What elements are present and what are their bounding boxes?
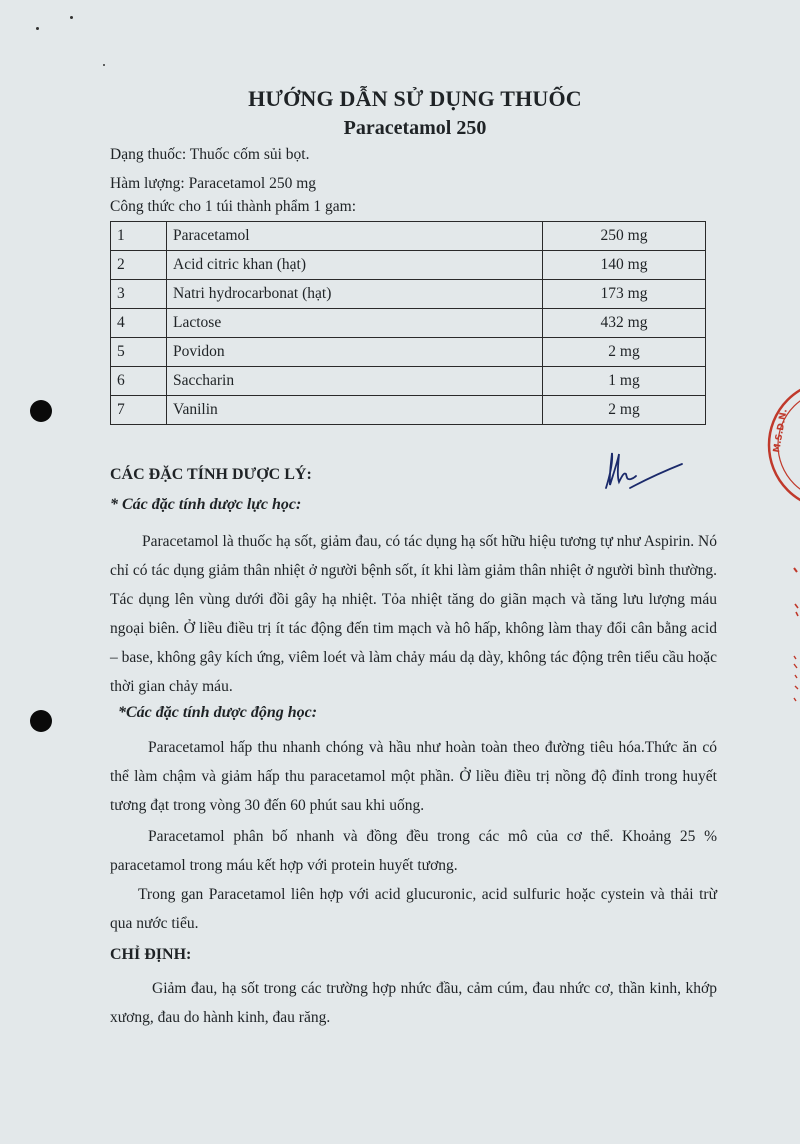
scan-speck	[103, 64, 105, 66]
ingredient-amount: 250 mg	[543, 222, 706, 251]
ingredient-name: Saccharin	[167, 367, 543, 396]
ingredient-amount: 1 mg	[543, 367, 706, 396]
row-number: 2	[111, 251, 167, 280]
dosage-form: Dạng thuốc: Thuốc cốm sủi bọt.	[110, 146, 310, 163]
pharmacodynamics-heading: * Các đặc tính dược lực học:	[110, 496, 302, 513]
seal-stamp	[765, 375, 800, 515]
row-number: 4	[111, 309, 167, 338]
row-number: 5	[111, 338, 167, 367]
pharmacokinetics-paragraph: Paracetamol hấp thu nhanh chóng và hầu như hoàn toàn theo đường tiêu hóa.Thức ăn có thể làm chậm và giảm hấp thu paracetamol một phần. Ở liều điều trị nồng độ đỉnh trong huyết tương đạt trong vòng 30 đến 60 phút sau khi uống.	[110, 739, 717, 814]
document-title: HƯỚNG DẪN SỬ DỤNG THUỐC	[248, 86, 582, 111]
ingredient-amount: 2 mg	[543, 396, 706, 425]
ingredient-name: Lactose	[167, 309, 543, 338]
ingredient-name: Natri hydrocarbonat (hạt)	[167, 280, 543, 309]
ingredient-amount: 432 mg	[543, 309, 706, 338]
row-number: 6	[111, 367, 167, 396]
row-number: 3	[111, 280, 167, 309]
signature	[600, 450, 690, 495]
ingredient-amount: 2 mg	[543, 338, 706, 367]
table-row	[111, 367, 706, 396]
metabolism-paragraph: Trong gan Paracetamol liên hợp với acid glucuronic, acid sulfuric hoặc cystein và thải trừ qua nước tiểu.	[110, 886, 717, 932]
pharmacology-heading: CÁC ĐẶC TÍNH DƯỢC LÝ:	[110, 466, 312, 483]
scan-speck	[36, 27, 39, 30]
indications-text: Giảm đau, hạ sốt trong các trường hợp nhức đầu, cảm cúm, đau nhức cơ, thần kinh, khớp xương, đau do hành kinh, đau răng.	[110, 980, 717, 1026]
punch-hole	[30, 400, 52, 422]
indications-heading: CHỈ ĐỊNH:	[110, 946, 192, 963]
table-row	[111, 396, 706, 425]
ingredient-name: Paracetamol	[167, 222, 543, 251]
pharmacokinetics-heading: *Các đặc tính dược động học:	[118, 704, 318, 721]
row-number: 7	[111, 396, 167, 425]
ingredient-amount: 173 mg	[543, 280, 706, 309]
row-number: 1	[111, 222, 167, 251]
seal-fragment	[780, 560, 800, 710]
scan-speck	[70, 16, 73, 19]
formula-table	[110, 221, 706, 425]
table-row	[111, 338, 706, 367]
ingredient-name: Vanilin	[167, 396, 543, 425]
document-subtitle: Paracetamol 250	[343, 117, 487, 139]
ingredient-name: Acid citric khan (hạt)	[167, 251, 543, 280]
formula-intro: Công thức cho 1 túi thành phẩm 1 gam:	[110, 198, 357, 215]
table-row	[111, 222, 706, 251]
table-row	[111, 280, 706, 309]
punch-hole	[30, 710, 52, 732]
seal-text: M.S.D.N.	[772, 408, 790, 454]
distribution-paragraph: Paracetamol phân bố nhanh và đồng đều trong các mô của cơ thể. Khoảng 25 % paracetamol trong máu kết hợp với protein huyết tương.	[110, 828, 717, 874]
strength: Hàm lượng: Paracetamol 250 mg	[110, 175, 316, 192]
ingredient-name: Povidon	[167, 338, 543, 367]
table-row	[111, 251, 706, 280]
table-row	[111, 309, 706, 338]
pharmacodynamics-text: Paracetamol là thuốc hạ sốt, giảm đau, có tác dụng hạ sốt hữu hiệu tương tự như Aspirin. Nó chỉ có tác dụng giảm thân nhiệt ở người bệnh sốt, ít khi làm giảm thân nhiệt ở người bình thường. Tác dụng lên vùng dưới đồi gây hạ nhiệt. Tỏa nhiệt tăng do giãn mạch và tăng lưu lượng máu ngoại biên. Ở liều điều trị ít tác động đến tim mạch và hô hấp, không làm thay đổi cân bằng acid – base, không gây kích ứng, viêm loét và làm chảy máu dạ dày, không tác động trên tiểu cầu hoặc thời gian chảy máu.	[110, 533, 717, 695]
ingredient-amount: 140 mg	[543, 251, 706, 280]
